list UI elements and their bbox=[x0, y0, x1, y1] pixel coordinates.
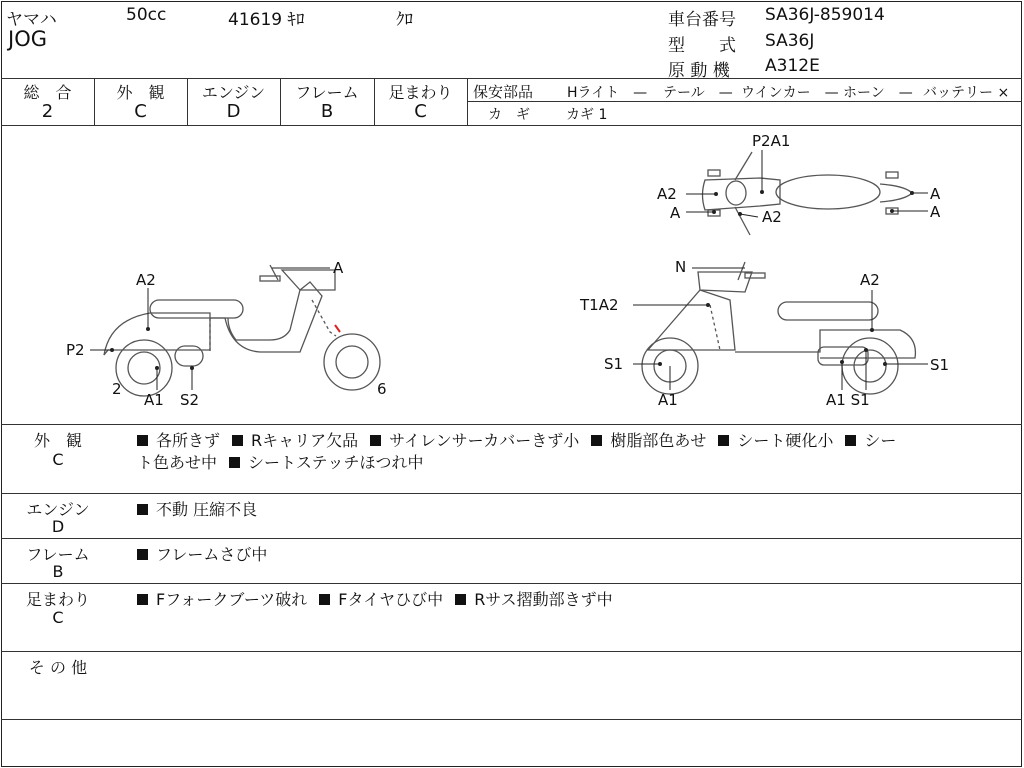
label-left-2: 2 bbox=[112, 380, 122, 398]
note-exterior-label: 外 観 bbox=[33, 431, 82, 450]
note-suspension-line1: Fフォークブーツ破れ Fタイヤひび中 Rサス摺動部きず中 bbox=[137, 587, 613, 610]
note-frame-line1: フレームさび中 bbox=[137, 542, 267, 565]
label-right-n: N bbox=[675, 258, 687, 276]
label-right-a1: A1 bbox=[658, 391, 678, 409]
divider bbox=[1, 538, 1022, 539]
note-exterior-grade: C bbox=[52, 450, 64, 469]
maker: ヤマハ bbox=[6, 10, 57, 30]
frame-no: SA36J-859014 bbox=[765, 5, 885, 25]
note-other-label: そ の 他 bbox=[28, 658, 88, 677]
label-right-s1-front: S1 bbox=[604, 355, 624, 373]
frame-no-label: 車台番号 bbox=[668, 10, 736, 30]
label-left-s2: S2 bbox=[180, 391, 200, 409]
grade-exterior-label: 外 観 bbox=[116, 83, 165, 102]
engine-value: A312E bbox=[765, 56, 820, 76]
note-suspension-label: 足まわり bbox=[25, 590, 90, 609]
key-value: カギ 1 bbox=[566, 107, 608, 123]
grade-frame-label: フレーム bbox=[295, 83, 359, 102]
label-right-a1s1: A1 S1 bbox=[826, 391, 870, 409]
label-right-s1-rear: S1 bbox=[930, 356, 950, 374]
note-engine-line1: 不動 圧縮不良 bbox=[137, 497, 257, 520]
scooter-top-view bbox=[703, 152, 913, 235]
label-right-a2: A2 bbox=[860, 271, 880, 289]
grade-engine-label: エンジン bbox=[201, 83, 266, 102]
label-left-a2: A2 bbox=[136, 271, 156, 289]
label-right-t1a2: T1A2 bbox=[580, 296, 619, 314]
label-top-a-left: A bbox=[670, 204, 681, 222]
key-label: カ ギ bbox=[488, 107, 530, 123]
type-value: SA36J bbox=[765, 31, 815, 51]
note-exterior-line1: 各所きず Rキャリア欠品 サイレンサーカバーきず小 樹脂部色あせ シート硬化小 シー bbox=[137, 428, 896, 451]
divider bbox=[1, 493, 1022, 494]
part-tail: テール — bbox=[663, 85, 733, 101]
color: ｸﾛ bbox=[396, 10, 413, 30]
label-top-a2-left: A2 bbox=[657, 185, 677, 203]
mileage: 41619 ｷﾛ bbox=[228, 10, 305, 30]
divider bbox=[1, 583, 1022, 584]
grade-exterior-value: C bbox=[134, 101, 147, 122]
grade-suspension-label: 足まわり bbox=[388, 83, 453, 102]
part-headlight: Hライト — bbox=[567, 85, 648, 101]
grade-engine-value: D bbox=[226, 101, 241, 122]
safety-parts-label: 保安部品 bbox=[473, 83, 534, 101]
label-top-p2a1: P2A1 bbox=[752, 132, 791, 150]
label-top-a2-mid: A2 bbox=[762, 208, 782, 226]
divider bbox=[1, 719, 1022, 720]
note-frame-label: フレーム bbox=[26, 545, 90, 564]
grade-total-label: 総 合 bbox=[23, 83, 72, 102]
grade-frame-value: B bbox=[320, 101, 334, 122]
grade-total-value: 2 bbox=[41, 101, 54, 122]
note-exterior-line2: ト色あせ中 シートステッチほつれ中 bbox=[137, 453, 424, 472]
part-horn: ホーン — bbox=[843, 85, 913, 101]
displacement: 50cc bbox=[126, 5, 167, 25]
label-left-a: A bbox=[333, 259, 344, 277]
part-battery: バッテリー × bbox=[923, 85, 1010, 101]
part-winker: ウインカー — bbox=[741, 85, 839, 101]
note-suspension-grade: C bbox=[52, 608, 64, 627]
type-label: 型 式 bbox=[668, 36, 736, 56]
label-top-a-right-top: A bbox=[930, 185, 941, 203]
grade-suspension-value: C bbox=[414, 101, 427, 122]
label-left-a1: A1 bbox=[144, 391, 164, 409]
note-engine-label: エンジン bbox=[26, 500, 90, 519]
label-top-a-right-bottom: A bbox=[930, 203, 941, 221]
model-name: JOG bbox=[8, 27, 47, 51]
note-frame-grade: B bbox=[52, 562, 64, 581]
label-left-6: 6 bbox=[377, 380, 387, 398]
note-engine-grade: D bbox=[51, 517, 65, 536]
label-left-p2: P2 bbox=[66, 341, 85, 359]
divider bbox=[1, 651, 1022, 652]
engine-label: 原 動 機 bbox=[668, 61, 730, 81]
